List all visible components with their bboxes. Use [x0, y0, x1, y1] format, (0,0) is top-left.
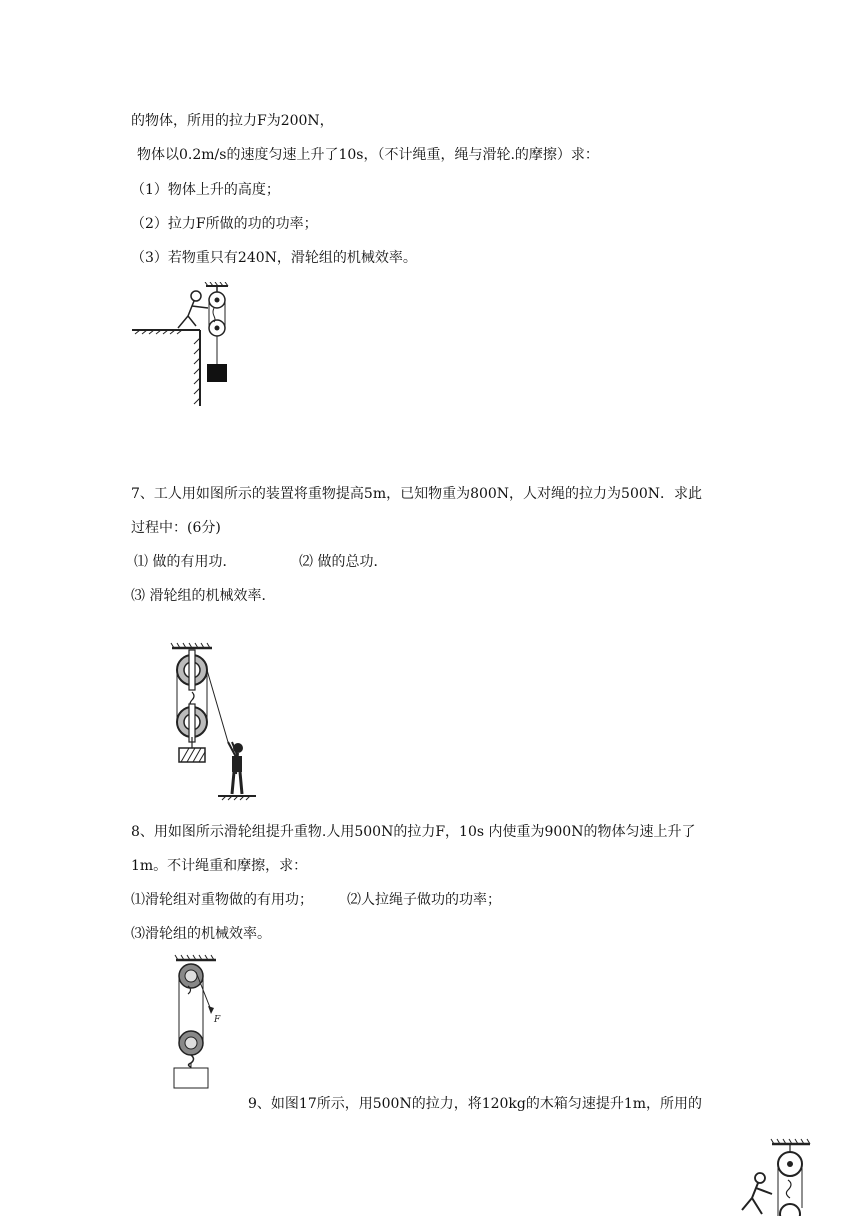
problem6-line1: 的物体，所用的拉力F为200N， [131, 113, 334, 129]
problem6-question1: （1）物体上升的高度； [131, 182, 280, 198]
problem7-question3: ⑶ 滑轮组的机械效率． [131, 588, 276, 604]
problem7-question1: ⑴ 做的有用功． [134, 554, 237, 570]
force-label: F [214, 1015, 221, 1025]
problem6-question3: （3）若物重只有240N，滑轮组的机械效率。 [131, 250, 417, 266]
problem7-question2: ⑵ 做的总功． [299, 554, 388, 570]
problem8-question3: ⑶滑轮组的机械效率。 [131, 926, 271, 942]
problem6-pulley-figure [130, 282, 240, 408]
problem7-line1: 7、工人用如图所示的装置将重物提高5m，已知物重为800N，人对绳的拉力为500N．求此 [131, 486, 703, 502]
problem8-line1: 8、用如图所示滑轮组提升重物.人用500N的拉力F，10s 内使重为900N的物体匀速上升了 [131, 824, 696, 840]
problem7-line2: 过程中：(6分) [131, 520, 221, 536]
problem8-pulley-figure [166, 954, 230, 1090]
problem8-line2: 1m。不计绳重和摩擦，求： [131, 858, 308, 874]
problem8-question2: ⑵人拉绳子做功的功率； [347, 892, 501, 908]
problem8-question1: ⑴滑轮组对重物做的有用功； [131, 892, 313, 908]
problem9-line1: 9、如图17所示，用500N的拉力，将120kg的木箱匀速提升1m，所用的 [248, 1096, 703, 1112]
problem7-pulley-figure [168, 642, 260, 802]
problem6-line2: 物体以0.2m/s的速度匀速上升了10s，（不计绳重，绳与滑轮.的摩擦）求： [137, 147, 599, 163]
problem9-pulley-figure [732, 1136, 820, 1216]
problem6-question2: （2）拉力F所做的功的功率； [131, 216, 318, 232]
